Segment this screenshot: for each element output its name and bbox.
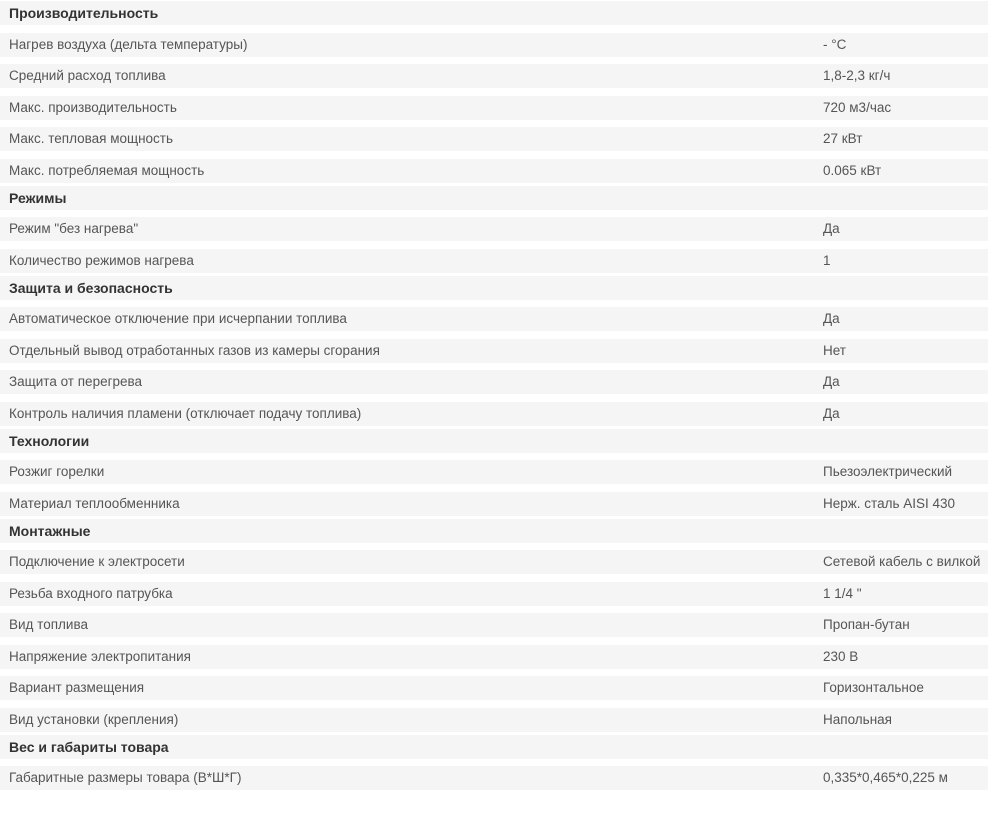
spec-label: Режим "без нагрева" [9, 221, 139, 236]
spec-value: Да [823, 405, 840, 421]
spec-label: Резьба входного патрубка [9, 585, 173, 601]
spec-value: Пропан-бутан [823, 617, 910, 632]
spec-row [0, 460, 988, 484]
spec-value: Да [823, 221, 840, 236]
spec-label: Материал теплообменника [9, 495, 180, 511]
spec-value: Напольная [823, 711, 892, 727]
section-title-safety: Защита и безопасность [0, 276, 988, 300]
spec-row [0, 370, 988, 394]
spec-row [0, 613, 988, 637]
section-title-performance: Производительность [0, 1, 988, 25]
spec-label: Количество режимов нагрева [9, 252, 194, 268]
specs-table [0, 1, 988, 790]
spec-row [0, 676, 988, 700]
spec-row [0, 645, 988, 669]
spec-label: Вид топлива [9, 617, 88, 632]
spec-label: Автоматическое отключение при исчерпании топлива [9, 311, 347, 326]
spec-row [0, 402, 988, 426]
spec-value: 0.065 кВт [823, 162, 882, 178]
spec-value: 720 м3/час [823, 99, 892, 115]
spec-row [0, 249, 988, 273]
spec-row [0, 217, 988, 241]
spec-row [0, 708, 988, 732]
spec-row [0, 159, 988, 183]
spec-row [0, 96, 988, 120]
section-title-technologies: Технологии [0, 429, 988, 453]
spec-label: Габаритные размеры товара (В*Ш*Г) [9, 770, 242, 785]
spec-label: Вид установки (крепления) [9, 711, 179, 727]
spec-row [0, 582, 988, 606]
spec-label: Макс. тепловая мощность [9, 131, 174, 146]
spec-value: Горизонтальное [823, 680, 924, 695]
spec-label: Средний расход топлива [9, 68, 166, 83]
spec-value: 1 1/4 " [823, 585, 862, 601]
spec-row [0, 492, 988, 516]
spec-value: Сетевой кабель с вилкой [823, 554, 981, 569]
spec-value: Нерж. сталь AISI 430 [823, 495, 956, 511]
spec-row [0, 33, 988, 57]
spec-row [0, 64, 988, 88]
spec-value: Да [823, 311, 840, 326]
spec-value: 1 [823, 252, 831, 268]
spec-row [0, 766, 988, 790]
spec-label: Нагрев воздуха (дельта температуры) [9, 36, 248, 52]
spec-value: 27 кВт [823, 131, 863, 146]
spec-value: Да [823, 374, 840, 389]
spec-label: Вариант размещения [9, 680, 145, 695]
spec-label: Подключение к электросети [9, 554, 185, 569]
spec-value: 0,335*0,465*0,225 м [823, 770, 948, 785]
spec-value: Нет [823, 342, 846, 358]
spec-label: Розжиг горелки [9, 464, 105, 479]
spec-label: Отдельный вывод отработанных газов из камеры сгорания [9, 342, 380, 358]
spec-value: Пьезоэлектрический [823, 464, 953, 479]
spec-label: Макс. потребляемая мощность [9, 162, 205, 178]
spec-row [0, 550, 988, 574]
spec-row [0, 339, 988, 363]
spec-label: Контроль наличия пламени (отключает подачу топлива) [9, 405, 362, 421]
spec-row [0, 127, 988, 151]
section-title-weight-dimensions: Вес и габариты товара [0, 735, 988, 759]
spec-value: - °C [823, 36, 847, 52]
spec-row [0, 307, 988, 331]
spec-value: 230 В [823, 648, 859, 664]
spec-label: Защита от перегрева [9, 374, 143, 389]
spec-value: 1,8-2,3 кг/ч [823, 68, 891, 83]
spec-label: Напряжение электропитания [9, 648, 191, 664]
spec-label: Макс. производительность [9, 99, 177, 115]
section-title-modes: Режимы [0, 186, 988, 210]
section-title-mounting: Монтажные [0, 519, 988, 543]
